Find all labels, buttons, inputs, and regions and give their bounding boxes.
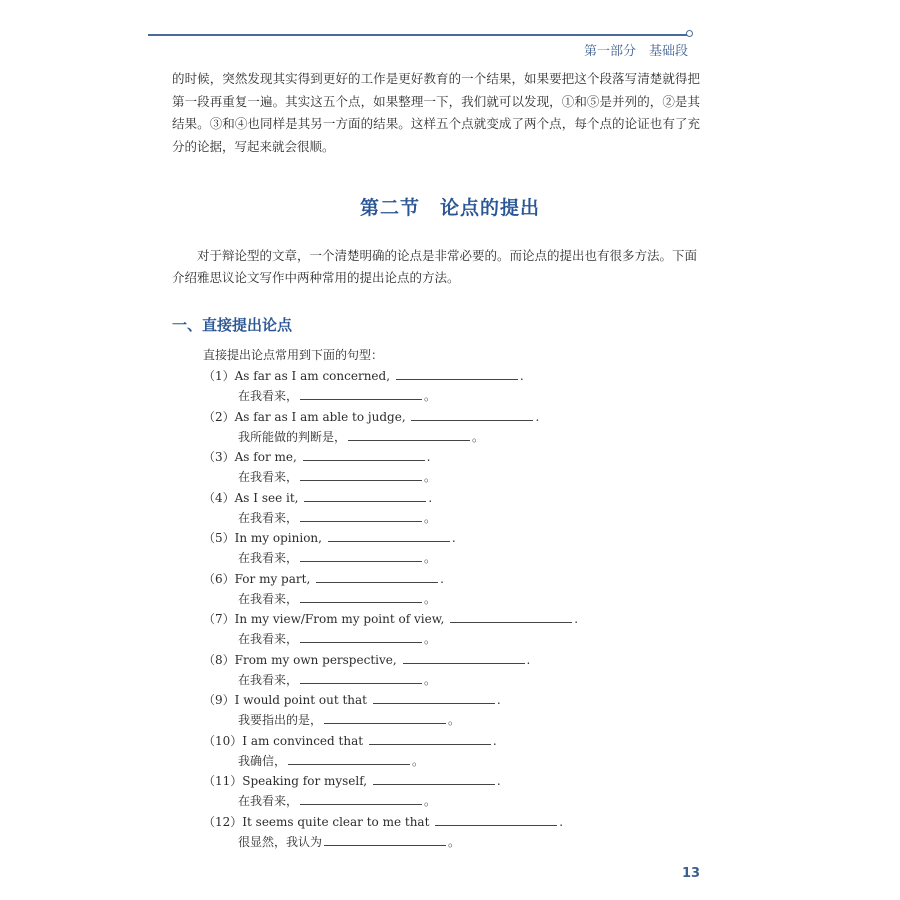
phrase-number: （5） [203, 531, 235, 545]
blank-line[interactable] [348, 427, 470, 441]
phrase-en: For my part, [234, 571, 311, 586]
phrase-number: （9） [203, 693, 235, 707]
blank-line[interactable] [300, 791, 422, 805]
phrase-cn-line [203, 427, 663, 447]
blank-line[interactable] [316, 569, 438, 583]
phrase-en-line [203, 407, 663, 427]
phrase-en: From my own perspective, [234, 652, 397, 667]
phrase-en-line [203, 609, 663, 629]
phrase-item [203, 650, 663, 691]
phrase-cn-end: 。 [448, 834, 461, 849]
blank-line[interactable] [300, 629, 422, 643]
blank-line[interactable] [304, 488, 426, 502]
phrase-cn-line [203, 386, 663, 406]
phrase-en-line [203, 731, 663, 751]
phrase-en: As for me, [234, 450, 297, 464]
phrase-number: （4） [203, 490, 235, 505]
phrase-en-line [203, 488, 663, 508]
phrase-en-end: . [492, 733, 497, 748]
phrase-en-end: . [428, 490, 433, 505]
phrase-cn: 在我看来， [238, 389, 299, 403]
header-rule [148, 34, 688, 36]
phrase-cn: 在我看来， [238, 591, 299, 606]
blank-line[interactable] [435, 812, 557, 826]
phrase-number: （8） [203, 652, 235, 667]
page-number: 13 [682, 866, 701, 881]
phrase-cn-line [203, 508, 663, 528]
blank-line[interactable] [450, 609, 572, 623]
phrase-item [203, 731, 663, 772]
section-paragraph-block [172, 245, 700, 289]
phrase-en-end: . [440, 571, 444, 586]
running-head: 第一部分 基础段 [583, 44, 688, 59]
phrase-cn: 很显然，我认为 [238, 834, 323, 849]
phrase-en-end: . [535, 409, 540, 424]
phrase-cn-end: 。 [424, 510, 437, 525]
phrase-cn: 在我看来， [238, 470, 299, 484]
phrase-item [203, 812, 663, 853]
phrase-cn-line [203, 791, 663, 811]
phrase-item [203, 488, 663, 529]
phrase-cn-line [203, 832, 663, 852]
phrase-en: Speaking for myself, [242, 774, 368, 788]
phrase-item [203, 609, 663, 650]
phrase-en-line [203, 650, 663, 670]
phrase-cn-end: 。 [424, 389, 437, 403]
phrase-cn-line [203, 670, 663, 690]
phrase-en-line [203, 690, 663, 710]
phrase-en-end: . [426, 450, 431, 464]
phrase-cn-end: 。 [424, 794, 437, 808]
blank-line[interactable] [328, 528, 450, 542]
blank-line[interactable] [300, 386, 422, 400]
phrase-cn: 在我看来， [238, 551, 299, 565]
phrase-en-end: . [559, 814, 564, 829]
header-rule-dot [686, 30, 693, 37]
phrase-en: In my opinion, [234, 531, 322, 545]
section-title: 第二节 论点的提出 [359, 197, 540, 219]
phrase-en-end: . [496, 693, 501, 707]
phrase-cn-end: 。 [424, 591, 437, 606]
phrase-number: （3） [203, 450, 235, 464]
blank-line[interactable] [411, 407, 533, 421]
phrase-item [203, 447, 663, 488]
phrase-cn-line [203, 589, 663, 609]
phrase-item [203, 528, 663, 569]
subsection-intro: 直接提出论点常用到下面的句型： [203, 348, 384, 362]
phrase-item [203, 569, 663, 610]
phrase-cn-line [203, 751, 663, 771]
phrase-cn-line [203, 548, 663, 568]
phrase-cn-line [203, 467, 663, 487]
phrase-number: （11） [203, 774, 243, 788]
phrase-en: As I see it, [234, 490, 299, 505]
phrase-number: （12） [203, 814, 243, 829]
phrase-en-line [203, 771, 663, 791]
phrase-en: In my view/From my point of view, [234, 612, 445, 626]
phrase-en-end: . [574, 612, 579, 626]
phrase-en-end: . [519, 369, 524, 383]
phrase-cn-line [203, 710, 663, 730]
phrase-number: （7） [203, 612, 235, 626]
blank-line[interactable] [288, 751, 410, 765]
phrase-en-end: . [496, 774, 501, 788]
phrase-en: I am convinced that [242, 733, 364, 748]
phrase-cn: 在我看来， [238, 632, 299, 646]
phrase-en-line [203, 528, 663, 548]
blank-line[interactable] [403, 650, 525, 664]
phrase-en: It seems quite clear to me that [242, 814, 430, 829]
blank-line[interactable] [373, 771, 495, 785]
phrase-item [203, 690, 663, 731]
phrase-cn: 我确信， [238, 753, 287, 768]
intro-text [172, 68, 700, 158]
phrase-number: （10） [203, 733, 243, 748]
phrase-en-line [203, 812, 663, 832]
blank-line[interactable] [373, 690, 495, 704]
subsection-title: 一、直接提出论点 [172, 316, 293, 334]
phrase-cn-end: 。 [448, 713, 461, 727]
phrase-cn-end: 。 [424, 672, 437, 687]
phrase-item [203, 771, 663, 812]
phrase-cn-end: 。 [412, 753, 425, 768]
phrase-en: As far as I am able to judge, [234, 409, 406, 424]
phrase-en-line [203, 569, 663, 589]
section-paragraph: 对于辩论型的文章，一个清楚明确的论点是非常必要的。而论点的提出也有很多方法。下面介绍雅思议论文写作中两种常用的提出论点的方法。 [172, 248, 698, 285]
phrase-en-line [203, 447, 663, 467]
blank-line[interactable] [324, 710, 446, 724]
phrase-list [203, 366, 663, 852]
phrase-item [203, 366, 663, 407]
phrase-item [203, 407, 663, 448]
phrase-en: As far as I am concerned, [234, 369, 391, 383]
blank-line[interactable] [324, 832, 446, 846]
phrase-cn: 在我看来， [238, 510, 299, 525]
phrase-en: I would point out that [234, 693, 367, 707]
blank-line[interactable] [300, 589, 422, 603]
blank-line[interactable] [300, 508, 422, 522]
phrase-cn: 在我看来， [238, 672, 299, 687]
blank-line[interactable] [396, 366, 518, 380]
phrase-cn: 我要指出的是， [238, 713, 323, 727]
phrase-number: （1） [203, 369, 235, 383]
blank-line[interactable] [300, 467, 422, 481]
intro-paragraph: 的时候，突然发现其实得到更好的工作是更好教育的一个结果，如果要把这个段落写清楚就得把第一段再重复一遍。其实这五个点，如果整理一下，我们就可以发现，①和⑤是并列的，②是其结果。③和④也同样是其另一方面的结果。这样五个点就变成了两个点，每个点的论证也有了充分的论据，写起来就会很顺。 [172, 71, 700, 154]
blank-line[interactable] [369, 731, 491, 745]
phrase-en-line [203, 366, 663, 386]
phrase-number: （6） [203, 571, 235, 586]
phrase-cn-end: 。 [424, 632, 437, 646]
phrase-en-end: . [526, 652, 531, 667]
phrase-cn-end: 。 [424, 551, 437, 565]
phrase-cn-end: 。 [472, 429, 485, 444]
phrase-number: （2） [203, 409, 235, 424]
phrase-en-end: . [451, 531, 456, 545]
blank-line[interactable] [300, 670, 422, 684]
phrase-cn: 我所能做的判断是， [238, 429, 347, 444]
blank-line[interactable] [300, 548, 422, 562]
phrase-cn-end: 。 [424, 470, 437, 484]
phrase-cn-line [203, 629, 663, 649]
phrase-cn: 在我看来， [238, 794, 299, 808]
blank-line[interactable] [303, 447, 425, 461]
